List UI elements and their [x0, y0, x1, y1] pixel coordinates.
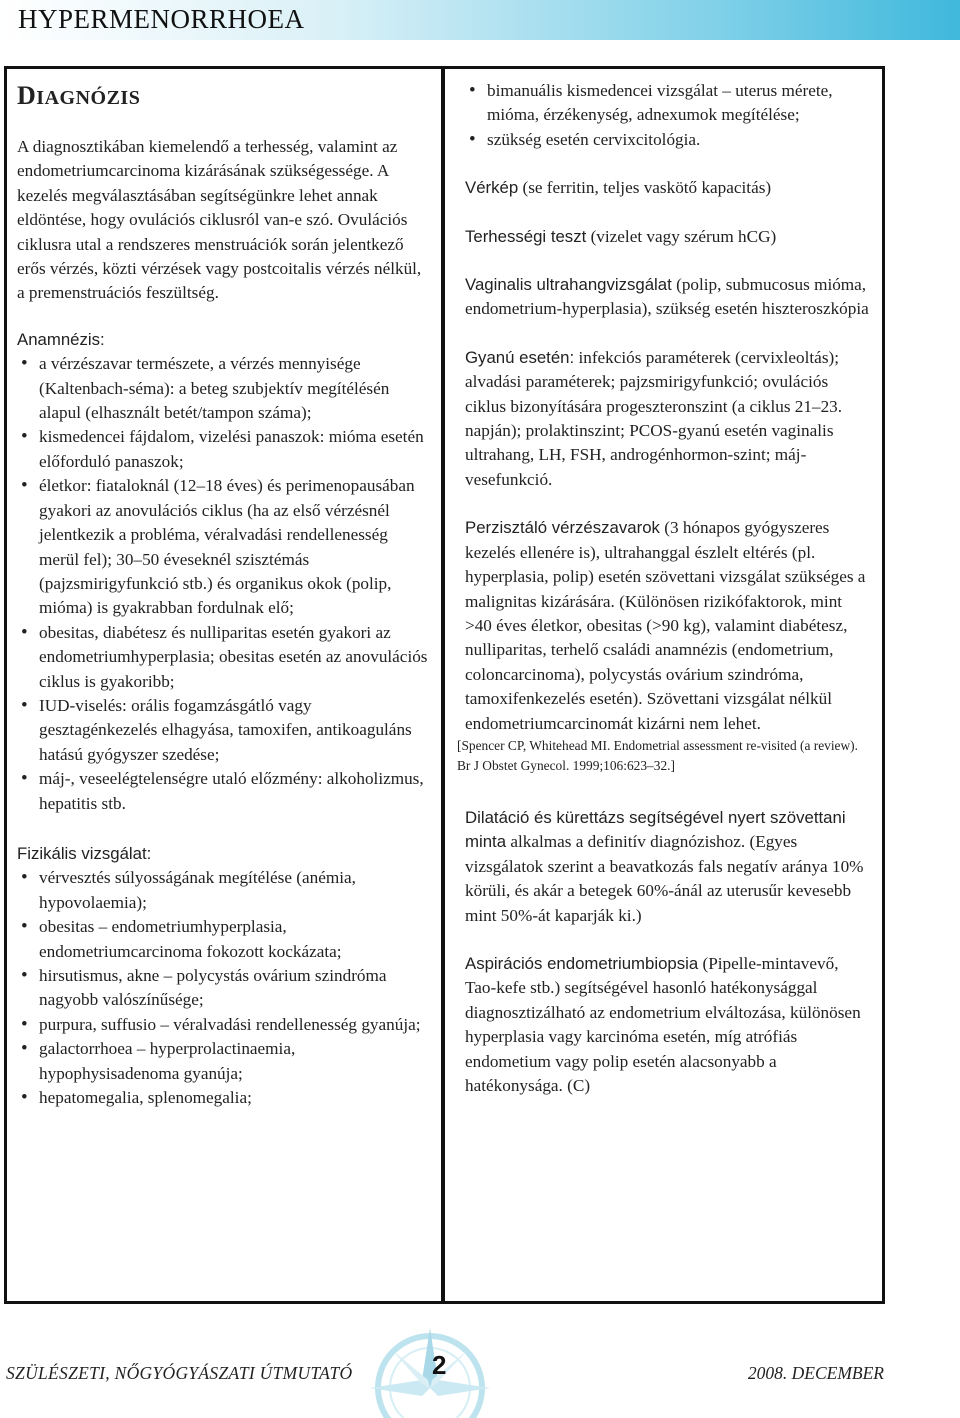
dilatation-label: Dilatáció és kürettázs segítségével nyert szövettani minta [465, 807, 846, 852]
ultrasound-paragraph [465, 273, 872, 322]
exam-list [465, 79, 872, 152]
reference: [Spencer CP, Whitehead MI. Endometrial assessment re-visited (a review). Br J Obstet Gynecol. 1999;106:623–32.] [457, 737, 858, 773]
blood-count-label: Vérkép [465, 178, 519, 198]
section-title [17, 77, 431, 111]
suspicion-text: infekciós paraméterek (cervixleoltás); alvadási paraméterek; pajzsmirigyfunkció; ovulációs ciklus bizonyítására progeszteronszint (a ciklus 21–23. napján); prolaktinszint; PCOS-gyanú esetén vaginalis ultrahang, LH, FSH, androgénhormon-szint; máj- vesefunkció. [465, 347, 843, 489]
suspicion-label: Gyanú esetén: [465, 347, 575, 367]
physical-list [17, 866, 431, 1110]
list-item: • purpura, suffusio – véralvadási rendellenesség gyanúja; [17, 1013, 431, 1037]
list-item: • galactorrhoea – hyperprolactinaemia, hypophysisadenoma gyanúja; [17, 1037, 431, 1086]
left-column [4, 66, 444, 1304]
list-item: • obesitas – endometriumhyperplasia, endometriumcarcinoma fokozott kockázata; [17, 915, 431, 964]
footer-publication: SZÜLÉSZETI, NŐGYÓGYÁSZATI ÚTMUTATÓ [6, 1363, 353, 1383]
list-item: • kismedencei fájdalom, vizelési panaszok: mióma esetén előforduló panaszok; [17, 425, 431, 474]
compass-logo-icon [360, 1318, 500, 1418]
anamnesis-list [17, 352, 431, 816]
list-item: • a vérzészavar természete, a vérzés mennyisége (Kaltenbach-séma): a beteg szubjektív megítélésén alapul (elhasznált betét/tampon száma); [17, 352, 431, 425]
blood-count-text: (se ferritin, teljes vaskötő kapacitás) [518, 178, 772, 198]
page-title: HYPERMENORRHOEA [18, 4, 305, 34]
persistent-bleeding-paragraph [465, 516, 872, 736]
list-item: • máj-, veseelégtelenségre utaló előzmény: alkoholizmus, hepatitis stb. [17, 767, 431, 816]
intro-paragraph: A diagnosztikában kiemelendő a terhesség, valamint az endometriumcarcinoma kizárásának szükségessége. A kezelés megválasztásában segítségünkre lehet annak eldöntése, hogy ovulációs ciklusról van-e szó. Ovulációs ciklusra utal a rendszeres menstruációk során jelentkező erős vérzés, közti vérzések vagy postcoitalis vérzés nélkül, a premenstruációs feszültség. [17, 137, 422, 303]
footer-date: 2008. DECEMBER [747, 1363, 884, 1383]
list-item: • obesitas, diabétesz és nulliparitas esetén gyakori az endometriumhyperplasia; obesitas esetén az anovulációs ciklus is gyakoribb; [17, 621, 431, 694]
aspiration-text: (Pipelle-mintavevő, Tao-kefe stb.) segítségével hasonló hatékonysággal diagnosztizálható az endometrium elváltozása, különösen hyperplasia vagy karcinóma esetén, míg atrófiás endometium vagy polip esetén alacsonyabb a hatékonysága. (C) [465, 953, 861, 1095]
physical-label: Fizikális vizsgálat: [17, 843, 152, 863]
section-title-rest: IAGNÓZIS [36, 87, 141, 109]
aspiration-paragraph [465, 952, 872, 1098]
right-column [442, 66, 885, 1304]
anamnesis-label: Anamnézis: [17, 329, 105, 349]
ultrasound-label: Vaginalis ultrahangvizsgálat [465, 275, 672, 295]
persistent-bleeding-label: Perzisztáló vérzészavarok [465, 518, 660, 538]
pregnancy-test-text: (vizelet vagy szérum hCG) [586, 226, 777, 246]
dilatation-paragraph [465, 806, 872, 928]
list-item: • IUD-viselés: orális fogamzásgátló vagy gesztagénkezelés elhagyása, tamoxifen, antikoaguláns hatású gyógyszer szedése; [17, 694, 431, 767]
list-item: • bimanuális kismedencei vizsgálat – uterus mérete, mióma, érzékenység, adnexumok megítélése; [465, 79, 872, 128]
suspicion-paragraph [465, 346, 872, 492]
pregnancy-test-paragraph [465, 225, 872, 249]
list-item: • hepatomegalia, splenomegalia; [17, 1086, 431, 1110]
list-item: • vérvesztés súlyosságának megítélése (anémia, hypovolaemia); [17, 866, 431, 915]
section-title-initial: D [17, 81, 37, 110]
blood-count-paragraph [465, 176, 872, 200]
page-number: 2 [432, 1350, 447, 1380]
list-item: • szükség esetén cervixcitológia. [465, 128, 872, 152]
dilatation-text: alkalmas a definitív diagnózishoz. (Egyes vizsgálatok szerint a beavatkozás fals negatív aránya 10% körüli, és akár a betegek 60%-ánál az uterusűr kevesebb mint 50%-át kaparják ki.) [465, 832, 864, 925]
aspiration-label: Aspirációs endometriumbiopsia [465, 953, 699, 973]
list-item: • hirsutismus, akne – polycystás ovárium szindróma nagyobb valószínűsége; [17, 964, 431, 1013]
list-item: • életkor: fiataloknál (12–18 éves) és perimenopausában gyakori az anovulációs ciklus (ha az első vérzésnél jelentkezik a probléma, véralvadási rendellenesség merül fel); 30–50 éveseknél szisztémás (pajzsmirigyfunkció stb.) és organikus okok (polip, mióma) is gyakrabban fordulnak elő; [17, 474, 431, 620]
footer [0, 1348, 960, 1416]
pregnancy-test-label: Terhességi teszt [465, 226, 587, 246]
ultrasound-text: (polip, submucosus mióma, endometrium-hyperplasia), szükség esetén hiszteroszkópia [465, 275, 869, 319]
persistent-bleeding-text: (3 hónapos gyógyszeres kezelés ellenére is), ultrahanggal észlelt eltérés (pl. hyperplasia, polip) esetén szövettani vizsgálat szükséges a malignitas kizárására. (Különösen rizikófaktorok, mint >40 éves életkor, obesitas (>90 kg), valamint diabétesz, nulliparitas, terhelő családi anamnézis (endometrium, coloncarcinoma), polycystás ovárium szindróma, tamoxifenkezelés esetén). Szövettani vizsgálat nélkül endometriumcarcinomát kizárni nem lehet. [465, 518, 866, 733]
